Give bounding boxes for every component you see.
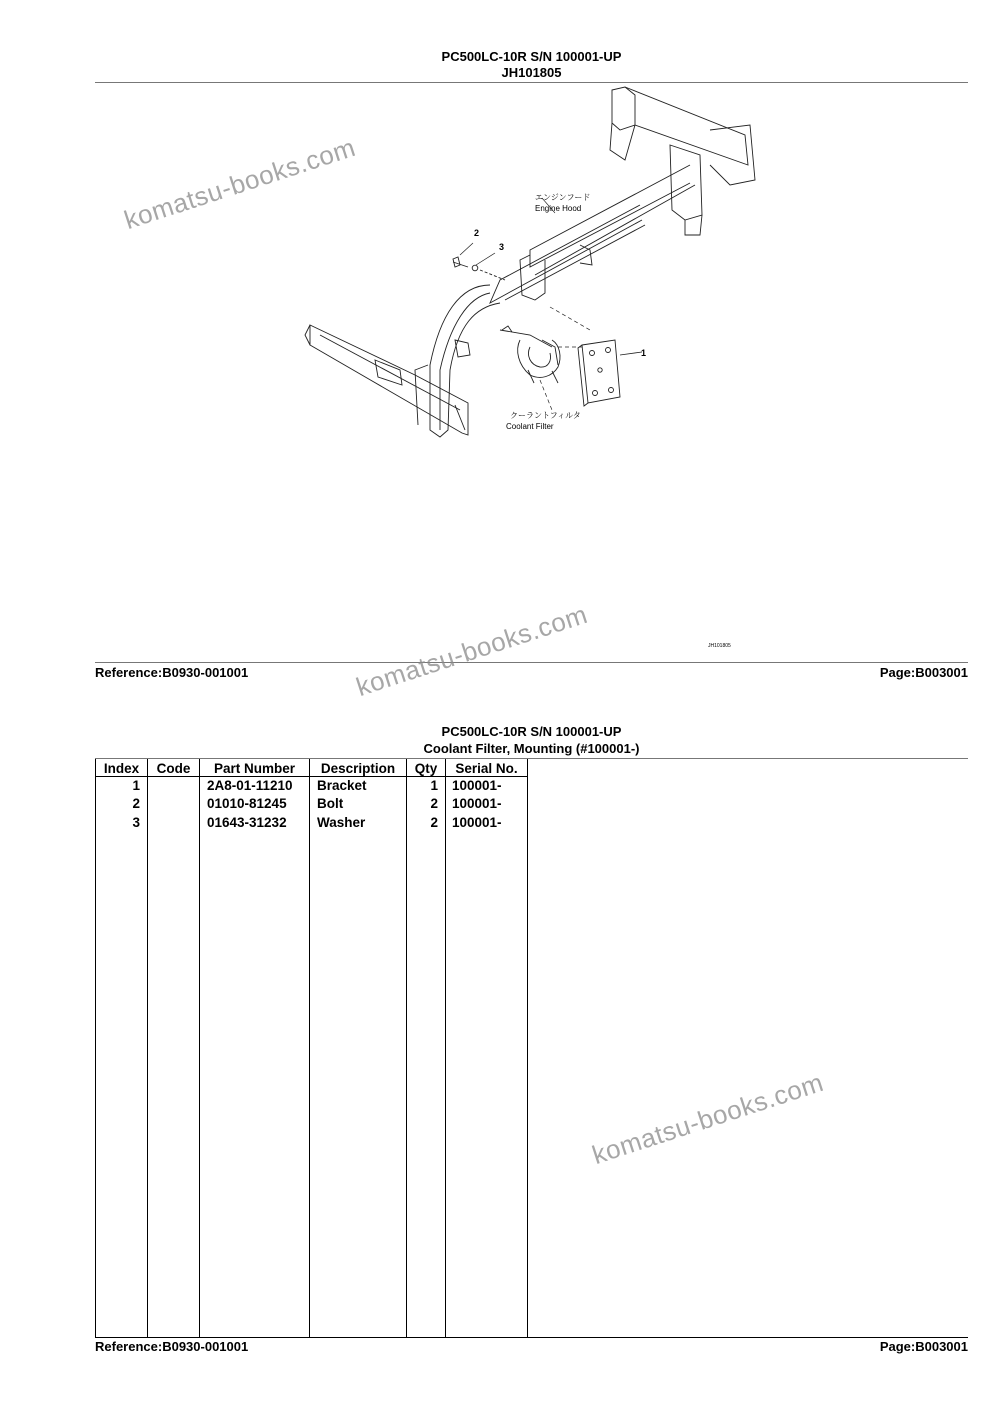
cell-serial: 100001- xyxy=(452,778,502,793)
cell-index: 3 xyxy=(132,815,140,830)
label-hood-jp: エンジンフード xyxy=(535,193,591,202)
header-divider xyxy=(95,82,968,83)
col-border xyxy=(406,759,407,1337)
bolt-washer xyxy=(453,257,505,280)
cell-index: 1 xyxy=(132,778,140,793)
cell-qty: 2 xyxy=(430,815,438,830)
page-subtitle: JH101805 xyxy=(501,65,562,80)
cell-qty: 2 xyxy=(430,796,438,811)
col-border xyxy=(527,759,528,1337)
callout-1: 1 xyxy=(641,348,647,358)
parts-diagram xyxy=(290,85,760,665)
page-title: PC500LC-10R S/N 100001-UP xyxy=(441,49,622,64)
col-header-code: Code xyxy=(156,761,191,776)
bracket-part xyxy=(578,340,620,406)
label-filter-jp: クーラントフィルタ xyxy=(510,411,581,420)
frame-structure xyxy=(305,87,755,437)
figure-code: JH101805 xyxy=(708,643,731,649)
watermark: komatsu-books.com xyxy=(352,598,592,703)
col-header-part-number: Part Number xyxy=(213,761,296,776)
callout-2: 2 xyxy=(474,228,480,238)
table-bottom-border xyxy=(95,1337,968,1338)
cell-serial: 100001- xyxy=(452,796,502,811)
reference-label: Reference:B0930-001001 xyxy=(95,1339,249,1354)
coolant-filter xyxy=(500,326,560,383)
footer-divider xyxy=(95,662,968,663)
cell-description: Washer xyxy=(317,815,366,830)
cell-part-number: 01010-81245 xyxy=(207,796,287,811)
col-border xyxy=(445,759,446,1337)
cell-qty: 1 xyxy=(430,778,438,793)
col-header-qty: Qty xyxy=(414,761,438,776)
col-border xyxy=(199,759,200,1337)
reference-label: Reference:B0930-001001 xyxy=(95,665,249,680)
watermark: komatsu-books.com xyxy=(120,131,360,236)
col-border xyxy=(95,759,96,1337)
watermark: komatsu-books.com xyxy=(588,1066,828,1171)
col-border xyxy=(309,759,310,1337)
cell-serial: 100001- xyxy=(452,815,502,830)
label-hood-en: Engine Hood xyxy=(535,204,582,213)
table-top-border xyxy=(95,758,968,759)
cell-index: 2 xyxy=(132,796,140,811)
parts-list-subtitle: Coolant Filter, Mounting (#100001-) xyxy=(423,741,640,756)
cell-part-number: 01643-31232 xyxy=(207,815,287,830)
parts-list-title: PC500LC-10R S/N 100001-UP xyxy=(441,724,622,739)
callout-3: 3 xyxy=(499,242,505,252)
col-header-serial: Serial No. xyxy=(455,761,518,776)
cell-part-number: 2A8-01-11210 xyxy=(207,778,293,793)
col-header-index: Index xyxy=(103,761,140,776)
cell-description: Bolt xyxy=(317,796,344,811)
col-header-description: Description xyxy=(320,761,396,776)
page-number: Page:B003001 xyxy=(879,665,968,680)
page-number: Page:B003001 xyxy=(879,1339,968,1354)
cell-description: Bracket xyxy=(317,778,367,793)
col-border xyxy=(147,759,148,1337)
label-filter-en: Coolant Filter xyxy=(506,422,554,431)
